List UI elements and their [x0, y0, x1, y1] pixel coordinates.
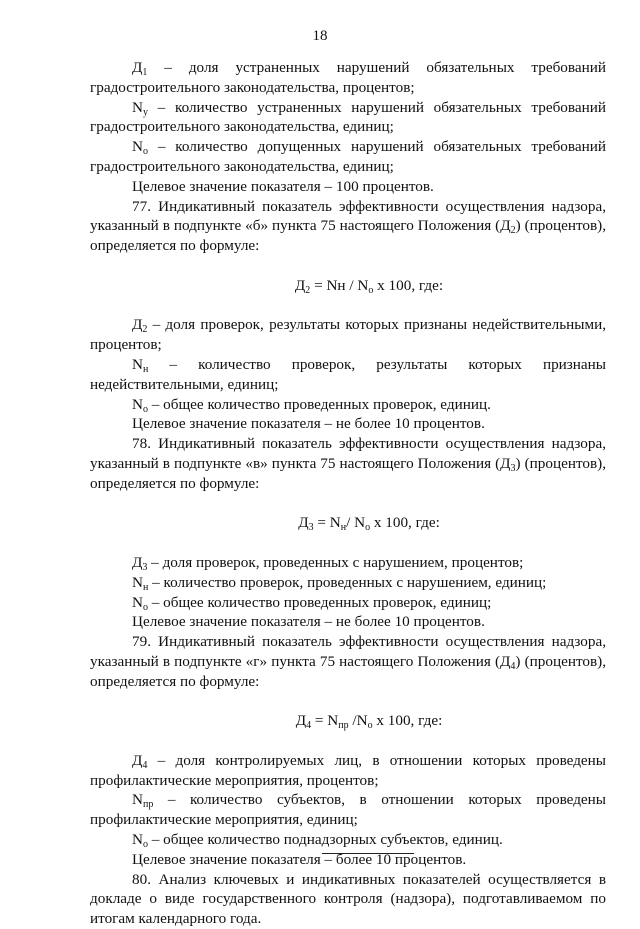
text-run: Целевое значение показателя – 100 процентов. [132, 177, 434, 195]
text-run: Д [132, 316, 143, 334]
text-run: Целевое значение показателя – не более 10 процентов. [132, 613, 485, 631]
text-run: – количество проверок, проведенных с нарушением, единиц; [148, 573, 547, 591]
paragraph [90, 355, 606, 395]
paragraph [90, 58, 606, 98]
text-run: Д [132, 553, 143, 571]
subscript: 3 [308, 522, 314, 534]
text-run: – общее количество проведенных проверок, единиц. [147, 395, 491, 413]
text-run: = N [311, 712, 339, 730]
subscript: пр [142, 799, 154, 811]
formula [90, 276, 606, 296]
text-run: – доля устраненных нарушений обязательных требований градостроительного законодательства, процентов; [90, 59, 606, 96]
paragraph [90, 573, 606, 593]
text-run: – количество субъектов, в отношении которых проведены профилактические мероприятия, единиц; [90, 791, 606, 829]
text-run: Д [298, 514, 309, 532]
text-run: N [132, 98, 143, 116]
paragraph [90, 395, 606, 415]
text-run: ) (процентов), определяется по формуле: [90, 454, 607, 492]
text-run: Д [295, 712, 307, 730]
text-run: х 100, где: [370, 514, 440, 532]
subscript: о [368, 284, 374, 296]
text-run: х 100, где: [372, 712, 443, 730]
text-run: – доля проверок, результаты которых признаны недействительными, процентов; [90, 316, 606, 354]
paragraph [90, 593, 606, 613]
paragraph [90, 553, 606, 573]
text-run: х 100, где: [373, 276, 444, 294]
text-run: Целевое значение показателя – не более 10 процентов. [132, 415, 485, 433]
subscript: 2 [142, 324, 148, 336]
document-body [90, 58, 606, 929]
subscript: 2 [510, 225, 516, 237]
blank-line [90, 692, 606, 712]
text-run: N [132, 791, 143, 809]
subscript: о [142, 403, 148, 415]
subscript: о [365, 522, 371, 534]
text-run: = N [313, 514, 341, 532]
text-run: – количество проверок, результаты которых признаны недействительными, единиц; [90, 355, 606, 393]
text-run: Д [132, 59, 143, 76]
paragraph [90, 632, 606, 691]
text-run: N [132, 573, 143, 591]
paragraph [90, 137, 606, 177]
text-run: – количество допущенных нарушений обязательных требований градостроительного законодательства, единиц; [90, 138, 606, 175]
subscript: 2 [305, 284, 311, 296]
paragraph [90, 315, 606, 355]
text-run: Целевое значение показателя – более 10 процентов. [132, 850, 467, 868]
subscript: н [142, 581, 149, 593]
text-run: N [132, 831, 143, 849]
paragraph [90, 197, 606, 256]
subscript: о [142, 601, 148, 613]
subscript: 3 [510, 462, 516, 474]
text-run: 77. Индикативный показатель эффективности осуществления надзора, указанный в подпункте «б» пункта 75 настоящего Положения (Д [90, 197, 606, 235]
subscript: 1 [142, 67, 148, 78]
paragraph [90, 751, 606, 791]
formula [90, 711, 606, 731]
blank-line [90, 494, 606, 514]
blank-line [90, 256, 606, 276]
text-run: N [132, 395, 143, 413]
paragraph [90, 177, 606, 197]
text-run: ) (процентов), определяется по формуле: [90, 217, 607, 255]
text-run: 79. Индикативный показатель эффективности осуществления надзора, указанный в подпункте «г» пункта 75 настоящего Положения (Д [90, 633, 606, 670]
subscript: н [340, 522, 347, 534]
text-run: – доля проверок, проведенных с нарушением, процентов; [147, 553, 524, 571]
subscript: у [142, 106, 148, 118]
blank-line [90, 533, 606, 553]
text-run: N [132, 593, 143, 611]
subscript: о [367, 720, 373, 732]
subscript: пр [338, 720, 349, 732]
paragraph [90, 830, 606, 850]
text-run: / N [346, 514, 366, 532]
subscript: н [142, 363, 149, 375]
text-run: /N [348, 712, 368, 730]
text-run: Д [132, 751, 143, 769]
text-run: – общее количество поднадзорных субъектов, единиц. [147, 831, 503, 849]
text-run: N [132, 355, 143, 373]
subscript: 3 [142, 561, 148, 573]
subscript: 4 [510, 660, 516, 672]
blank-line [90, 731, 606, 751]
subscript: 4 [306, 720, 312, 732]
blank-line [90, 296, 606, 316]
text-run: – количество устраненных нарушений обязательных требований градостроительного законодательства, единиц; [90, 98, 606, 136]
text-run: 80. Анализ ключевых и индикативных показателей осуществляется в докладе о виде государственного контроля (надзора), подготавливаемом по итогам календарного года. [90, 870, 606, 928]
paragraph [90, 98, 606, 138]
subscript: 4 [142, 759, 148, 771]
text-run: ) (процентов), определяется по формуле: [90, 652, 606, 690]
paragraph [90, 414, 606, 434]
text-run: – общее количество проведенных проверок, единиц; [147, 593, 492, 611]
subscript: о [142, 146, 148, 158]
paragraph [90, 612, 606, 632]
paragraph [90, 790, 606, 830]
text-run: N [132, 138, 143, 156]
subscript: о [142, 839, 148, 851]
formula [90, 513, 606, 533]
text-run: = Nн / N [310, 276, 369, 294]
paragraph [90, 434, 606, 493]
end-rule [322, 853, 414, 854]
text-run: – доля контролируемых лиц, в отношении которых проведены профилактические мероприятия, процентов; [90, 751, 606, 789]
page-number: 18 [312, 28, 328, 44]
text-run: 78. Индикативный показатель эффективности осуществления надзора, указанный в подпункте «в» пункта 75 настоящего Положения (Д [90, 435, 606, 472]
text-run: Д [294, 276, 306, 294]
paragraph [90, 870, 606, 929]
